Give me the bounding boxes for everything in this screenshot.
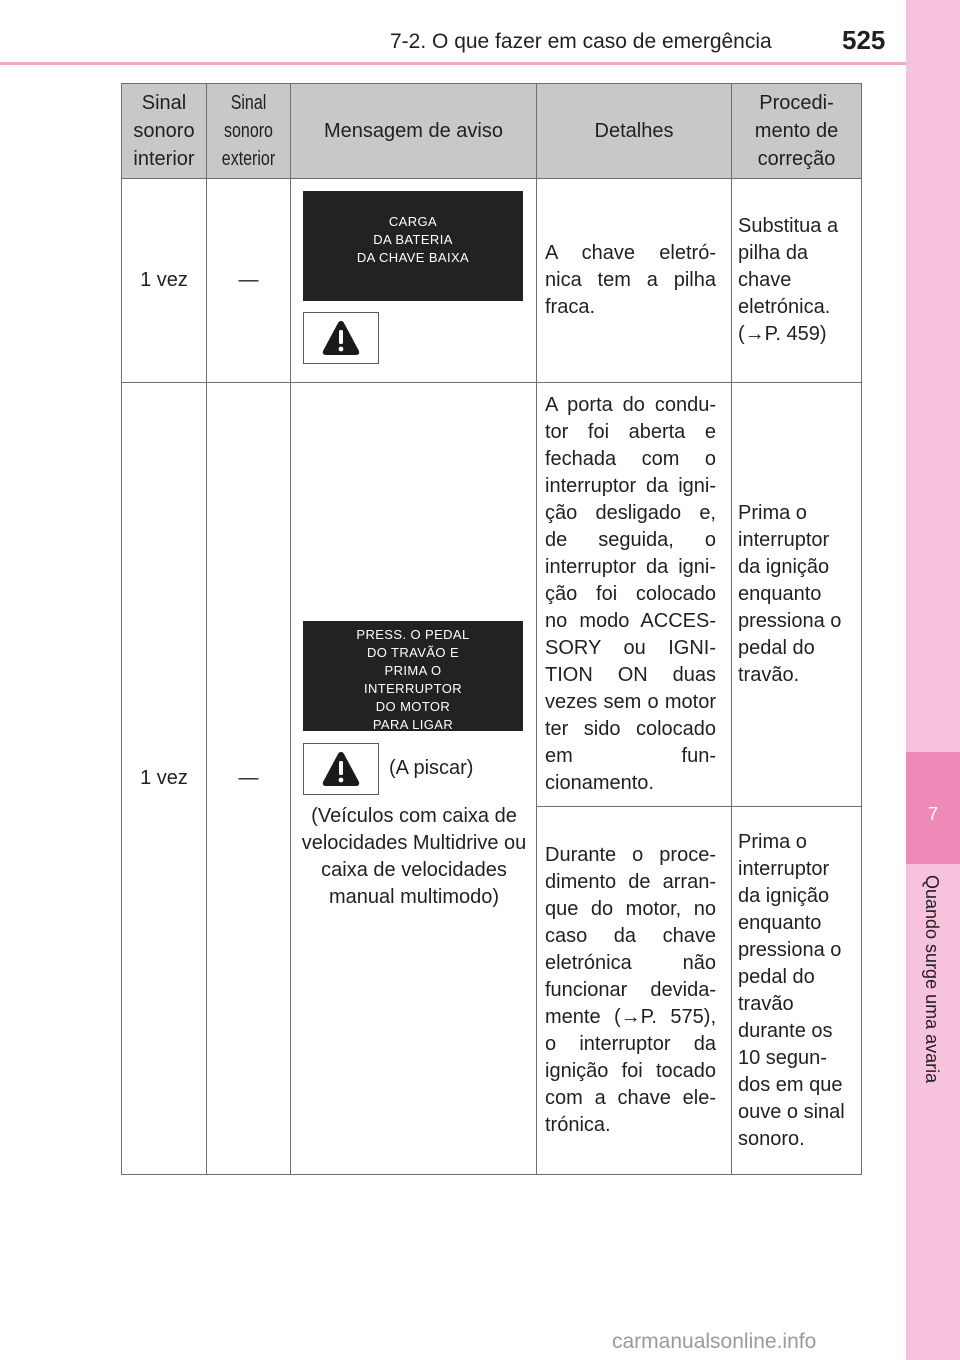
row1-details: A chave eletró- nica tem a pilha fraca. [537, 179, 732, 383]
watermark: carmanualsonline.info [612, 1330, 817, 1353]
row2-case1-procedure: Prima o interruptor da ignição enquanto pressiona o pedal do travão. [732, 383, 862, 807]
row2-interior: 1 vez [122, 383, 207, 1175]
display-line: DO MOTOR [375, 699, 451, 714]
header-details: Detalhes [537, 84, 732, 179]
row1-procedure: Substitua a pilha da chave eletrónica. (→P. 459) [732, 179, 862, 383]
row2-case2-procedure: Prima o interruptor da ignição enquanto pressiona o pedal do travão durante os 10 segun- dos em que ouve o sinal sonoro. [732, 807, 862, 1175]
display-line: CARGA [388, 214, 438, 229]
vehicle-note: (Veículos com caixa de velocidades Multidrive ou caixa de velocidades manual multimodo) [301, 805, 527, 908]
page-number: 525 [842, 25, 886, 55]
header-rule [0, 62, 906, 65]
display-line: PRIMA O [384, 663, 442, 678]
warning-triangle-icon [321, 319, 361, 357]
table-row [122, 383, 862, 807]
row2-display [303, 621, 523, 731]
display-line: DO TRAVÃO E [366, 645, 460, 660]
display-line: DA CHAVE BAIXA [356, 250, 470, 265]
display-line: PRESS. O PEDAL [356, 627, 470, 642]
display-line: PARA LIGAR [372, 717, 454, 732]
warning-triangle-icon [321, 750, 361, 788]
row2-case1-details: A porta do condu- tor foi aberta e fechada com o interruptor da igni- ção desligado e, de seguida, o interruptor da igni- ção foi colocado no modo ACCES- SORY ou IGNI- TION ON duas vezes sem o motor ter sido colocado em fun- cionamento. [537, 383, 732, 807]
header-interior-buzzer: Sinal sonoro interior [122, 84, 207, 179]
header-warning-message: Mensagem de aviso [291, 84, 537, 179]
header-exterior-text: Sinal sonoro exterior [221, 92, 276, 170]
row2-warning-box [303, 743, 379, 795]
warning-table [121, 83, 862, 1175]
section-title: 7-2. O que fazer em caso de emergência [390, 30, 772, 53]
table-row [122, 179, 862, 383]
chapter-side-tab [906, 0, 960, 1360]
row2-case2-details: Durante o proce- dimento de arran- que do motor, no caso da chave eletrónica não funcionar devida- mente (→P. 575), o interruptor da ignição foi tocado com a chave ele- trónica. [537, 807, 732, 1175]
display-line: INTERRUPTOR [363, 681, 463, 696]
header-procedure: Procedi- mento de correção [732, 84, 862, 179]
table-header-row [122, 84, 862, 179]
header-exterior-buzzer [207, 84, 291, 179]
chapter-number: 7 [927, 804, 938, 824]
row1-interior: 1 vez [122, 179, 207, 383]
chapter-title: Quando surge uma avaria [922, 875, 942, 1084]
row1-exterior: — [207, 179, 291, 383]
blink-label: (A piscar) [389, 757, 474, 779]
row1-warning-box [303, 312, 379, 364]
row2-message-cell [291, 383, 537, 1175]
display-line: DA BATERIA [373, 232, 453, 247]
row2-exterior: — [207, 383, 291, 1175]
row1-display [303, 191, 523, 301]
row1-message-cell [291, 179, 537, 383]
